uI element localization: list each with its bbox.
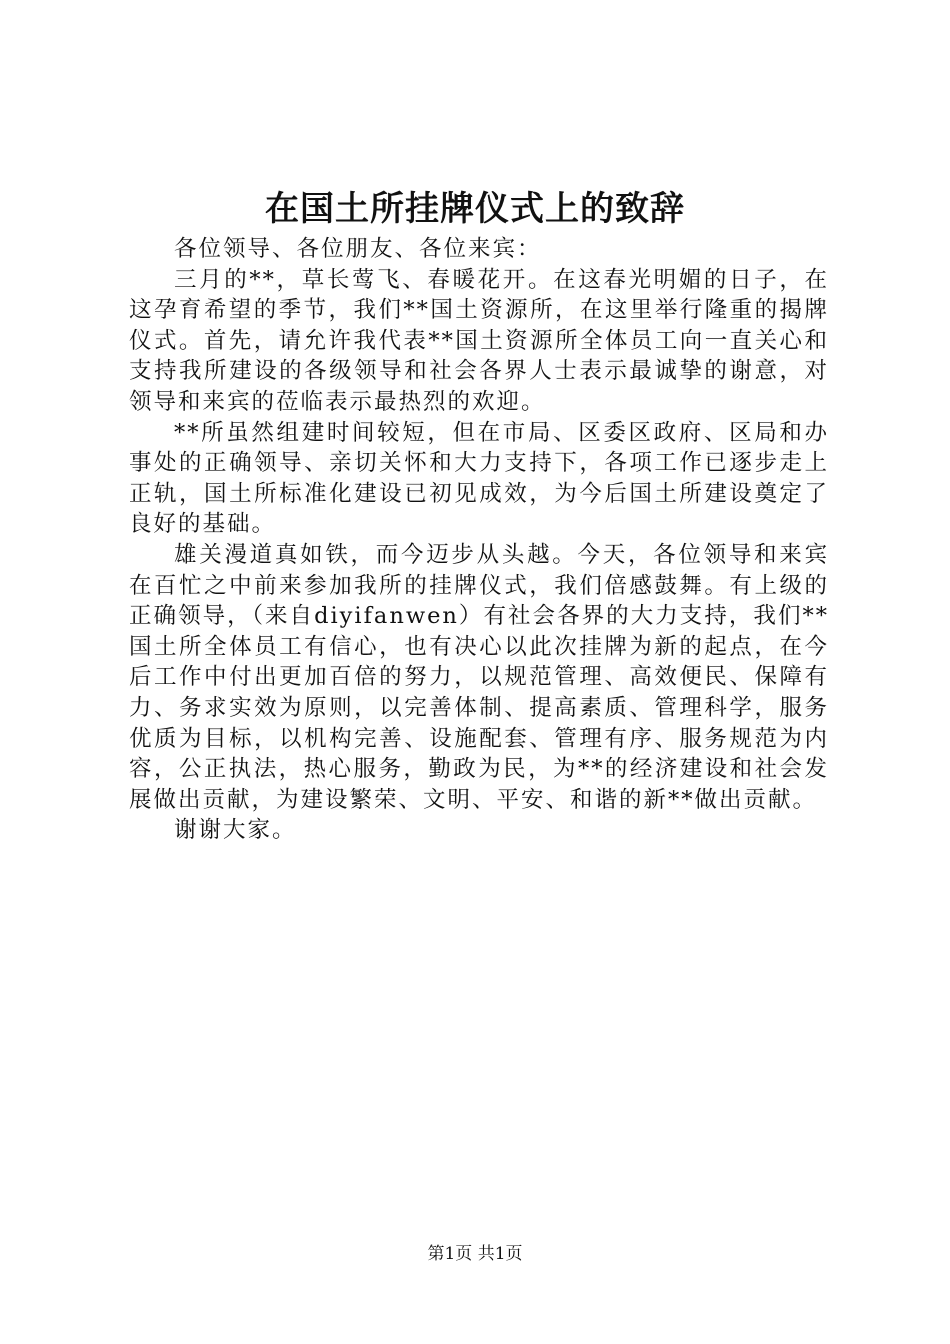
body-paragraph: **所虽然组建时间较短，但在市局、区委区政府、区局和办事处的正确领导、亲切关怀和大力支持下，各项工作已逐步走上正轨，国土所标准化建设已初见成效，为今后国土所建设奠定了良好的基础。 [129,419,829,538]
closing-paragraph: 谢谢大家。 [174,817,297,844]
body-paragraph: 雄关漫道真如铁，而今迈步从头越。今天，各位领导和来宾在百忙之中前来参加我所的挂牌仪式，我们倍感鼓舞。有上级的正确领导，（来自diyifanwen）有社会各界的大力支持，我们**国土所全体员工有信心，也有决心以此次挂牌为新的起点，在今后工作中付出更加百倍的努力，以规范管理、高效便民、保障有力、务求实效为原则，以完善体制、提高素质、管理科学，服务优质为目标，以机构完善、设施配套、管理有序、服务规范为内容，公正执法，热心服务，勤政为民，为**的经济建设和社会发展做出贡献，为建设繁荣、文明、平安、和谐的新**做出贡献。 [129,541,829,813]
salutation-paragraph: 各位领导、各位朋友、各位来宾： [174,236,542,262]
document-body [129,234,829,846]
document-title: 在国土所挂牌仪式上的致辞 [265,189,685,229]
page-number-footer: 第1页 共1页 [427,1244,523,1264]
body-paragraph: 三月的**，草长莺飞、春暖花开。在这春光明媚的日子，在这孕育希望的季节，我们**国土资源所，在这里举行隆重的揭牌仪式。首先，请允许我代表**国土资源所全体员工向一直关心和支持我所建设的各级领导和社会各界人士表示最诚挚的谢意，对领导和来宾的莅临表示最热烈的欢迎。 [129,266,829,415]
